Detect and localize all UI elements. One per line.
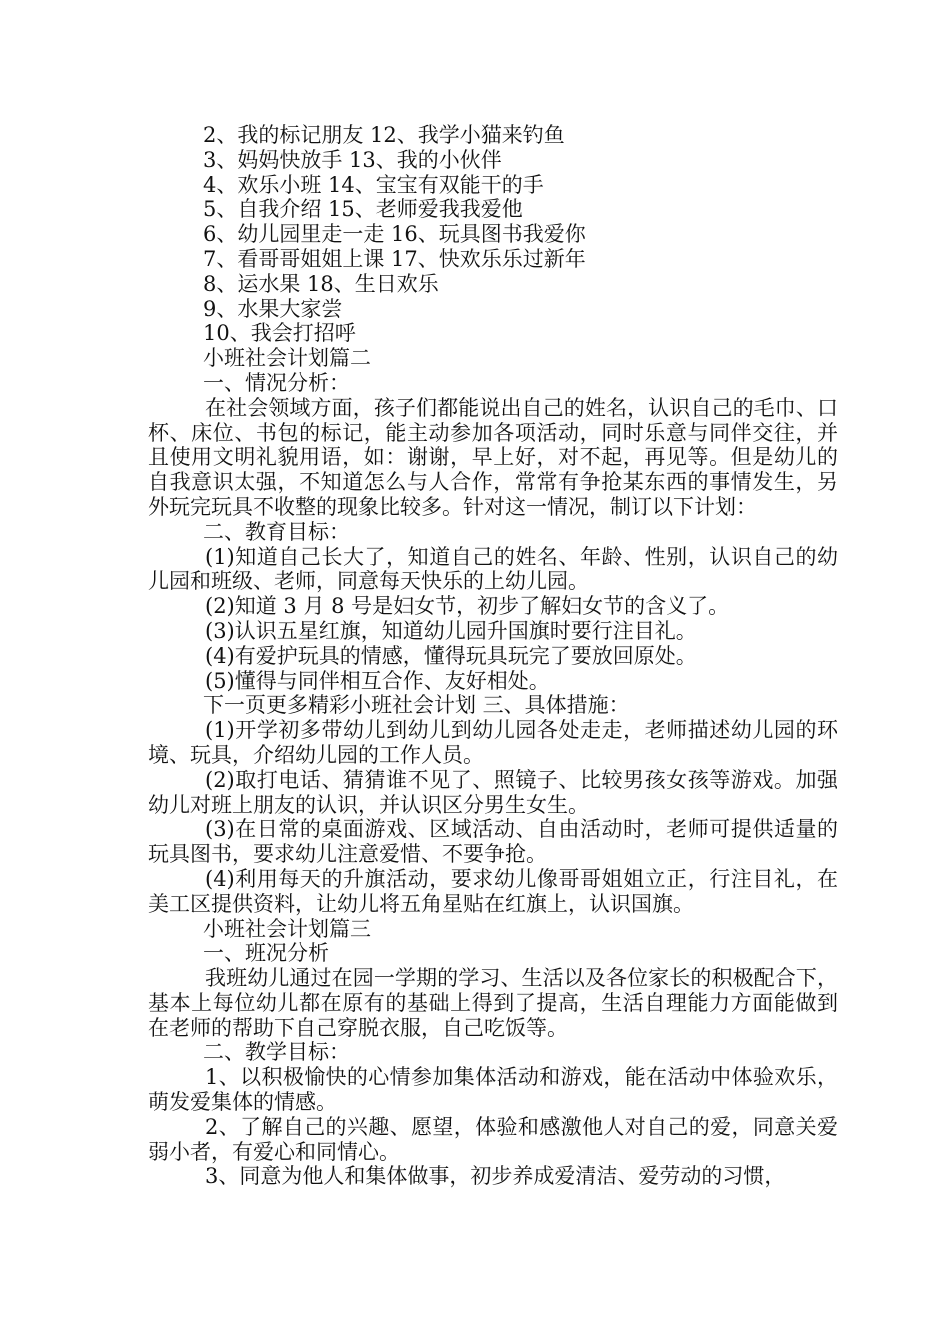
body-paragraph: (1)知道自己长大了，知道自己的姓名、年龄、性别，认识自己的幼儿园和班级、老师，同意每天快乐的上幼儿园。 — [148, 544, 838, 594]
body-paragraph: 我班幼儿通过在园一学期的学习、生活以及各位家长的积极配合下，基本上每位幼儿都在原有的基础上得到了提高，生活自理能力方面能做到在老师的帮助下自己穿脱衣服，自己吃饭等。 — [148, 966, 838, 1040]
body-paragraph: (3)在日常的桌面游戏、区域活动、自由活动时，老师可提供适量的玩具图书，要求幼儿注意爱惜、不要争抢。 — [148, 817, 838, 867]
document-body — [148, 123, 838, 1189]
subsection-heading: 一、班况分析 — [203, 941, 329, 966]
list-item: 7、看哥哥姐姐上课 17、快欢乐乐过新年 — [203, 246, 586, 271]
subsection-heading: 二、教育目标： — [203, 519, 350, 544]
list-item: 2、我的标记朋友 12、我学小猫来钓鱼 — [203, 123, 565, 147]
body-paragraph: (3)认识五星红旗，知道幼儿园升国旗时要行注目礼。 — [205, 618, 697, 643]
body-paragraph: (2)知道 3 月 8 号是妇女节，初步了解妇女节的含义了。 — [205, 594, 730, 619]
body-paragraph: (1)开学初多带幼儿到幼儿到幼儿园各处走走，老师描述幼儿园的环境、玩具，介绍幼儿园的工作人员。 — [148, 718, 838, 767]
body-paragraph: (4)利用每天的升旗活动，要求幼儿像哥哥姐姐立正，行注目礼，在美工区提供资料，让幼儿将五角星贴在红旗上，认识国旗。 — [148, 866, 838, 916]
body-paragraph: (4)有爱护玩具的情感，懂得玩具玩完了要放回原处。 — [205, 643, 697, 668]
body-paragraph: (5)懂得与同伴相互合作、友好相处。 — [205, 668, 550, 693]
body-paragraph: 1、以积极愉快的心情参加集体活动和游戏，能在活动中体验欢乐，萌发爱集体的情感。 — [148, 1065, 838, 1115]
list-item: 10、我会打招呼 — [203, 321, 356, 346]
list-item: 9、水果大家尝 — [203, 296, 343, 321]
body-paragraph: 在社会领域方面，孩子们都能说出自己的姓名，认识自己的毛巾、口杯、床位、书包的标记，能主动参加各项活动，同时乐意与同伴交往，并且使用文明礼貌用语，如：谢谢，早上好，对不起，再见等。但是幼儿的自我意识太强，不知道怎么与人合作，常常有争抢某东西的事情发生，另外玩完玩具不收整的现象比较多。针对这一情况，制订以下计划： — [148, 395, 838, 519]
subsection-heading: 二、教学目标： — [203, 1040, 350, 1065]
body-paragraph: (2)取打电话、猜猜谁不见了、照镜子、比较男孩女孩等游戏。加强幼儿对班上朋友的认识，并认识区分男生女生。 — [148, 767, 838, 817]
body-paragraph: 3、同意为他人和集体做事，初步养成爱清洁、爱劳动的习惯， — [205, 1164, 786, 1189]
body-paragraph: 2、了解自己的兴趣、愿望，体验和感激他人对自己的爱，同意关爱弱小者，有爱心和同情心。 — [148, 1114, 838, 1164]
list-item: 4、欢乐小班 14、宝宝有双能干的手 — [203, 172, 544, 197]
subsection-heading: 一、情况分析： — [203, 370, 350, 395]
subsection-heading: 下一页更多精彩小班社会计划 三、具体措施： — [203, 693, 630, 718]
section-heading: 小班社会计划篇二 — [203, 346, 371, 371]
section-heading: 小班社会计划篇三 — [203, 916, 371, 941]
list-item: 5、自我介绍 15、老师爱我我爱他 — [203, 197, 523, 222]
list-item: 3、妈妈快放手 13、我的小伙伴 — [203, 147, 502, 172]
list-item: 6、幼儿园里走一走 16、玩具图书我爱你 — [203, 222, 586, 247]
list-item: 8、运水果 18、生日欢乐 — [203, 271, 439, 296]
